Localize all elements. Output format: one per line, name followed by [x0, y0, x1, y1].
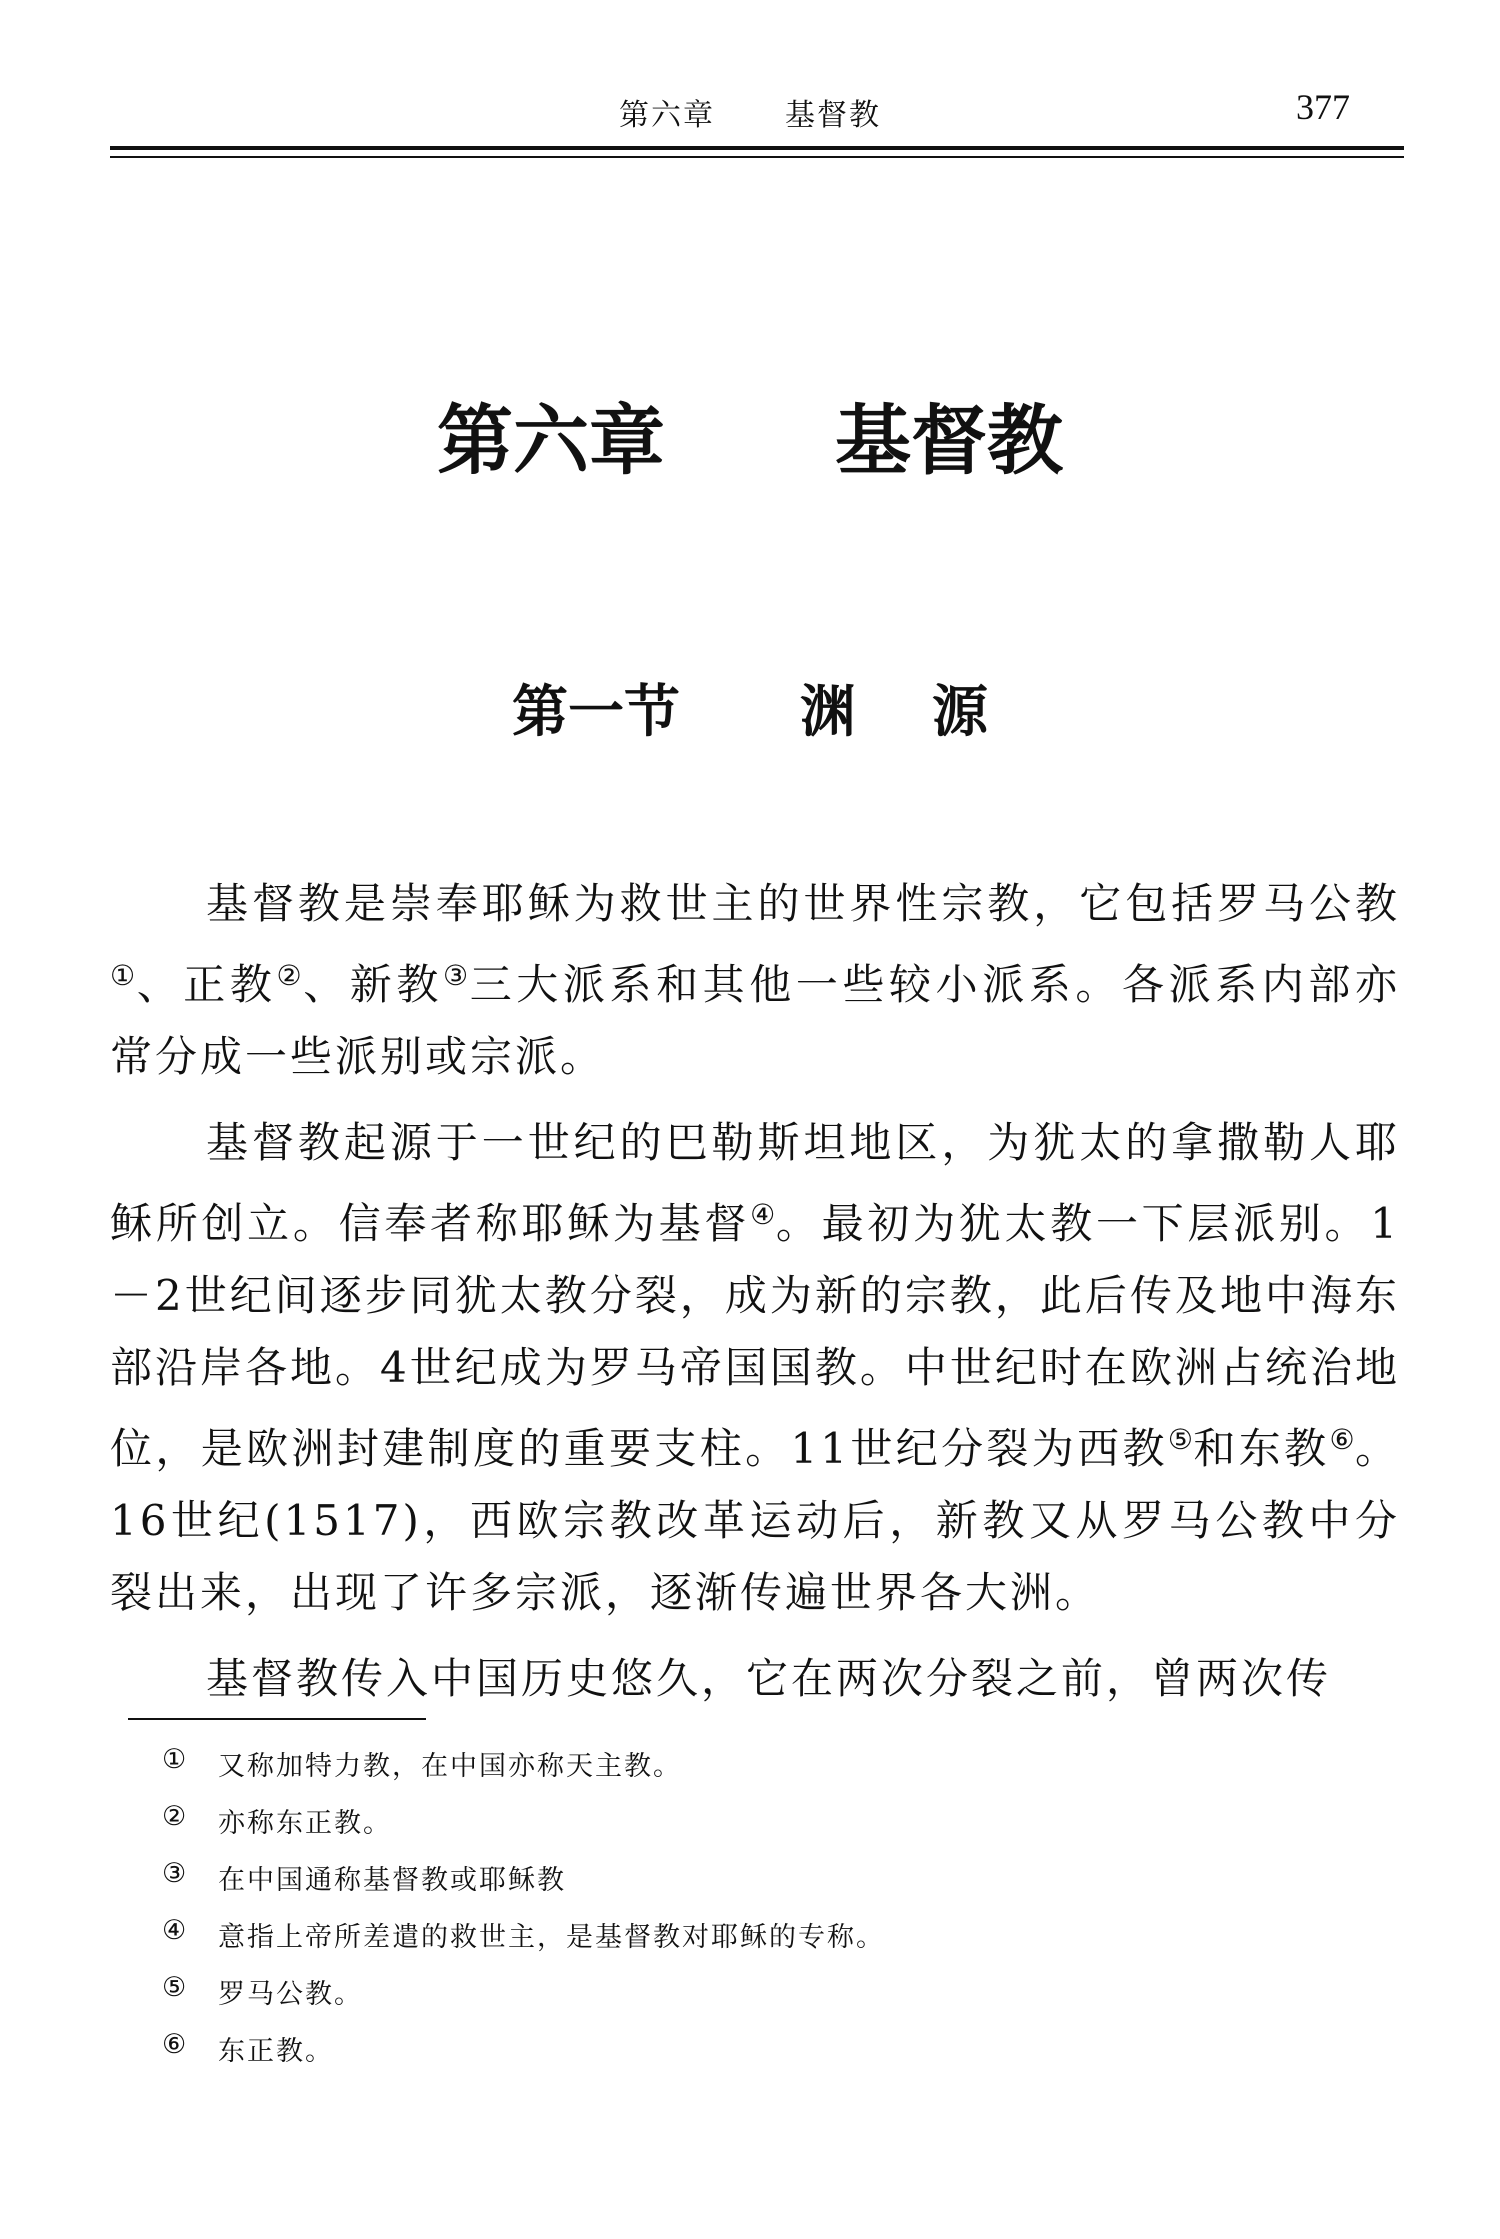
section-number: 第一节 [512, 680, 680, 745]
section-title-char: 渊 [800, 680, 856, 745]
footnote-text: 东正教。 [218, 2036, 334, 2067]
paragraph-text: 基督教传入中国历史悠久，它在两次分裂之前，曾两次传 [206, 1654, 1332, 1703]
body-paragraph [110, 1107, 1400, 1629]
paragraph-text: 基督教起源于一世纪的巴勒斯坦地区，为犹太的拿撒勒人耶稣所创立。信奉者称耶稣为基督 [110, 1118, 1400, 1248]
footnote-marker: ① [162, 1744, 189, 1775]
paragraph-text: 、正教 [136, 960, 277, 1009]
footnote [162, 1858, 1362, 1915]
paragraph-text: 和东教 [1193, 1424, 1330, 1473]
body-paragraph [110, 1643, 1400, 1715]
section-heading [0, 668, 1500, 748]
paragraph-text: 。最初为犹太教一下层派别。1－2世纪间逐步同犹太教分裂，成为新的宗教，此后传及地中海东部沿岸各地。4世纪成为罗马帝国国教。中世纪时在欧洲占统治地位，是欧洲封建制度的重要支柱。11世纪分裂为西教 [110, 1199, 1400, 1473]
footnote-reference: ① [110, 959, 137, 992]
footnote-reference: ⑥ [1329, 1423, 1355, 1456]
paragraph-text: 、新教 [303, 960, 443, 1009]
paragraph-text: 基督教是崇奉耶稣为救世主的世界性宗教，它包括罗马公教 [206, 879, 1400, 928]
footnote-text: 在中国通称基督教或耶稣教 [218, 1865, 566, 1896]
body-text [110, 868, 1400, 1729]
footnote [162, 1915, 1362, 1972]
footnote-text: 又称加特力教，在中国亦称天主教。 [218, 1751, 682, 1782]
footnote-separator [128, 1718, 426, 1720]
paragraph-text: 。16世纪(1517)，西欧宗教改革运动后，新教又从罗马公教中分裂出来，出现了许多宗派，逐渐传遍世界各大洲。 [110, 1424, 1400, 1617]
footnote-reference: ④ [750, 1198, 776, 1231]
footnote-text: 罗马公教。 [218, 1979, 363, 2010]
running-chapter: 第六章 [619, 98, 715, 133]
running-header [110, 87, 1390, 140]
body-paragraph [110, 868, 1400, 1093]
chapter-number: 第六章 [437, 396, 665, 485]
running-title [110, 90, 1390, 134]
page-number: 377 [1296, 87, 1350, 127]
running-chapter-title: 基督教 [785, 98, 881, 133]
footnote-marker: ④ [162, 1915, 189, 1946]
footnote [162, 1801, 1362, 1858]
footnote-marker: ⑤ [162, 1972, 189, 2003]
footnote [162, 1744, 1362, 1801]
footnote-marker: ③ [162, 1858, 189, 1889]
footnote [162, 2029, 1362, 2086]
footnote-reference: ② [276, 959, 304, 992]
header-rule-thick [110, 146, 1404, 150]
chapter-heading [0, 380, 1500, 489]
footnote-text: 意指上帝所差遣的救世主，是基督教对耶稣的专称。 [218, 1922, 885, 1953]
footnote-text: 亦称东正教。 [218, 1808, 392, 1839]
footnote-reference: ⑤ [1167, 1423, 1194, 1456]
chapter-name: 基督教 [835, 396, 1063, 485]
footnotes [162, 1744, 1362, 2086]
footnote-marker: ② [162, 1801, 189, 1832]
footnote-marker: ⑥ [162, 2029, 189, 2060]
paragraph-text: 三大派系和其他一些较小派系。各派系内部亦常分成一些派别或宗派。 [110, 960, 1400, 1081]
footnote-reference: ③ [443, 959, 470, 992]
section-title-char: 源 [932, 680, 988, 745]
header-rule-thin [110, 156, 1404, 158]
footnote [162, 1972, 1362, 2029]
